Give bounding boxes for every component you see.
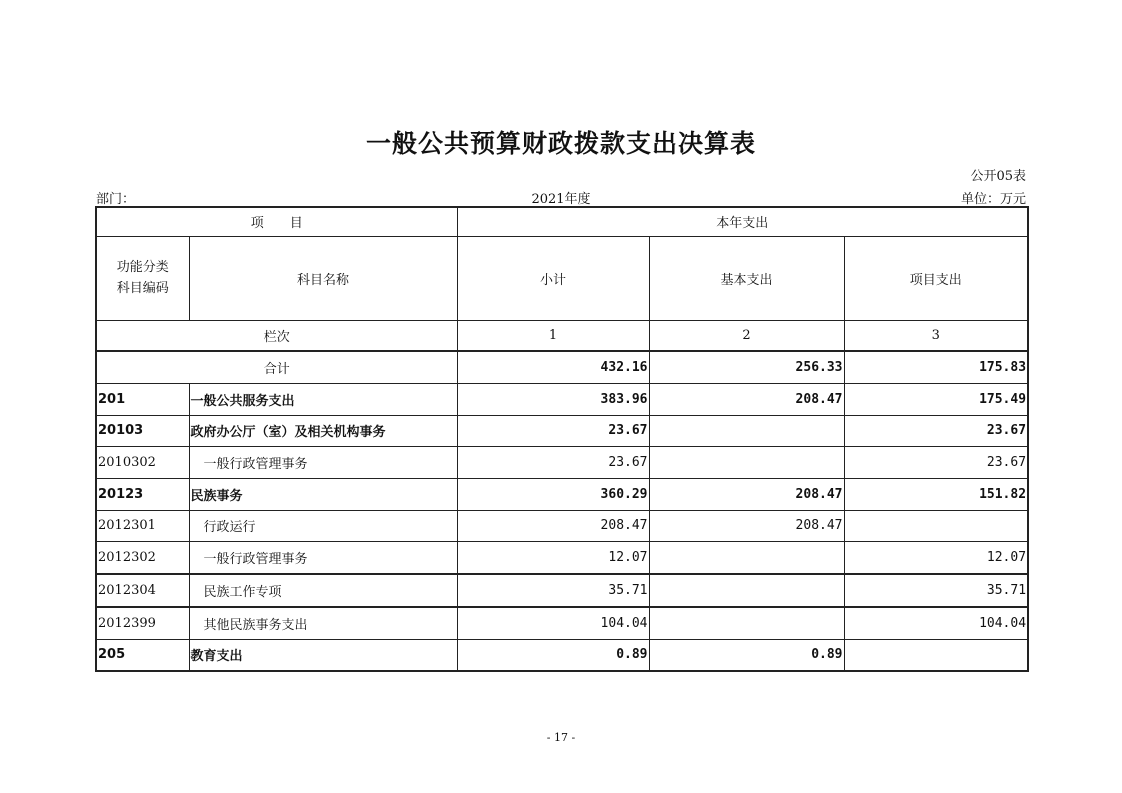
func-code-line1: 功能分类	[116, 260, 169, 275]
header-item: 项 目	[96, 207, 457, 236]
row-code: 20123	[96, 478, 189, 510]
table-row	[96, 446, 1028, 478]
row-subtotal: 360.29	[457, 478, 649, 510]
header-subject-name: 科目名称	[189, 236, 457, 320]
department-label: 部门：	[96, 192, 136, 207]
row-basic	[649, 541, 844, 574]
table-row	[96, 478, 1028, 510]
table-row	[96, 415, 1028, 446]
row-basic: 208.47	[649, 478, 844, 510]
row-basic: 208.47	[649, 510, 844, 541]
column-no-1: 1	[457, 320, 649, 351]
row-subtotal: 23.67	[457, 415, 649, 446]
row-project: 23.67	[844, 415, 1028, 446]
row-code: 2012304	[96, 574, 189, 607]
form-code: 公开05表	[970, 169, 1026, 184]
row-subtotal: 0.89	[457, 639, 649, 671]
row-code: 201	[96, 383, 189, 415]
total-label: 合计	[96, 351, 457, 383]
fiscal-year: 2021年度	[531, 192, 591, 207]
header-row-2	[96, 236, 1028, 320]
row-subtotal: 23.67	[457, 446, 649, 478]
row-subtotal: 383.96	[457, 383, 649, 415]
unit-label: 单位：万元	[960, 192, 1026, 207]
row-project: 151.82	[844, 478, 1028, 510]
row-project: 175.49	[844, 383, 1028, 415]
table-row	[96, 607, 1028, 639]
row-name: 教育支出	[189, 639, 457, 671]
total-subtotal: 432.16	[457, 351, 649, 383]
row-name: 民族事务	[189, 478, 457, 510]
total-basic: 256.33	[649, 351, 844, 383]
row-subtotal: 12.07	[457, 541, 649, 574]
column-no-2: 2	[649, 320, 844, 351]
row-code: 2012302	[96, 541, 189, 574]
row-basic	[649, 446, 844, 478]
row-subtotal: 208.47	[457, 510, 649, 541]
row-subtotal: 104.04	[457, 607, 649, 639]
header-func-code	[96, 236, 189, 320]
table-row	[96, 574, 1028, 607]
func-code-line2: 科目编码	[116, 281, 169, 296]
row-basic	[649, 607, 844, 639]
budget-table	[95, 206, 1029, 672]
row-basic: 0.89	[649, 639, 844, 671]
row-code: 2012399	[96, 607, 189, 639]
row-subtotal: 35.71	[457, 574, 649, 607]
row-name: 一般行政管理事务	[189, 446, 457, 478]
table-row	[96, 510, 1028, 541]
row-name: 一般行政管理事务	[189, 541, 457, 574]
total-row	[96, 351, 1028, 383]
row-code: 2010302	[96, 446, 189, 478]
row-basic: 208.47	[649, 383, 844, 415]
page-title: 一般公共预算财政拨款支出决算表	[365, 129, 756, 158]
row-code: 20103	[96, 415, 189, 446]
column-no-3: 3	[844, 320, 1028, 351]
row-project: 23.67	[844, 446, 1028, 478]
row-name: 其他民族事务支出	[189, 607, 457, 639]
row-name: 一般公共服务支出	[189, 383, 457, 415]
row-project: 35.71	[844, 574, 1028, 607]
row-name: 行政运行	[189, 510, 457, 541]
table-row	[96, 383, 1028, 415]
table-row	[96, 541, 1028, 574]
header-project: 项目支出	[844, 236, 1028, 320]
row-project: 12.07	[844, 541, 1028, 574]
row-basic	[649, 574, 844, 607]
column-no-label: 栏次	[96, 320, 457, 351]
row-code: 205	[96, 639, 189, 671]
table-row	[96, 639, 1028, 671]
header-basic: 基本支出	[649, 236, 844, 320]
header-subtotal: 小计	[457, 236, 649, 320]
header-row-1	[96, 207, 1028, 236]
row-code: 2012301	[96, 510, 189, 541]
page-number: - 17 -	[546, 731, 576, 744]
total-project: 175.83	[844, 351, 1028, 383]
row-project	[844, 510, 1028, 541]
row-project: 104.04	[844, 607, 1028, 639]
row-project	[844, 639, 1028, 671]
row-name: 民族工作专项	[189, 574, 457, 607]
row-name: 政府办公厅（室）及相关机构事务	[189, 415, 457, 446]
header-current-year-expense: 本年支出	[457, 207, 1028, 236]
row-basic	[649, 415, 844, 446]
column-number-row	[96, 320, 1028, 351]
